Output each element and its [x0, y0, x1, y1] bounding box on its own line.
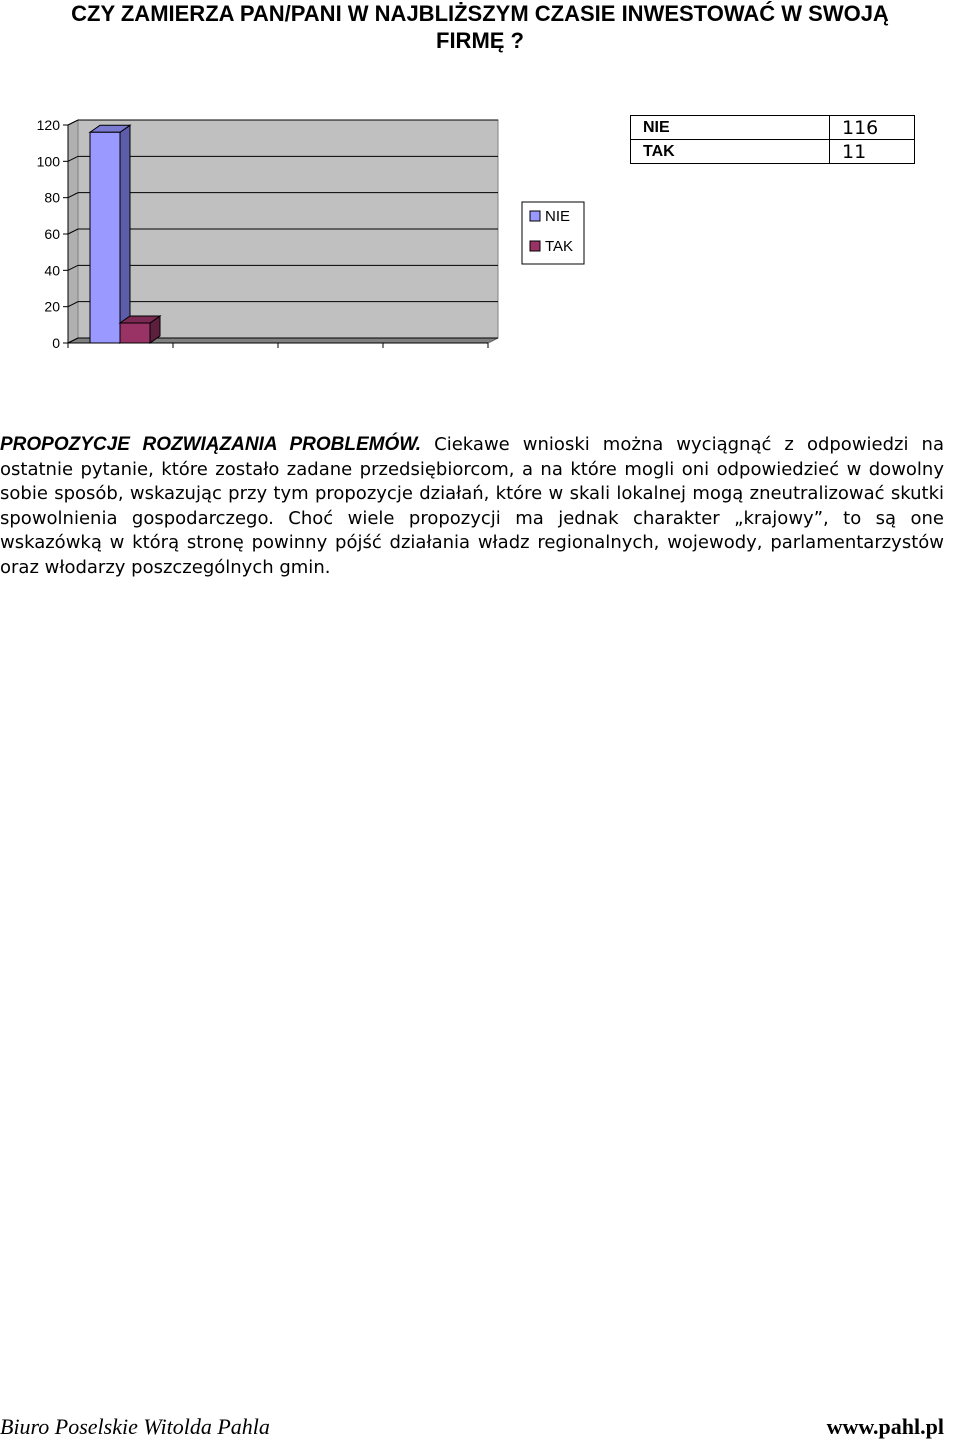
y-tick-label: 120: [36, 117, 60, 133]
data-table: [630, 115, 915, 164]
table-value: 116: [830, 116, 915, 140]
table-row: [631, 116, 915, 140]
legend-swatch: [530, 211, 540, 221]
y-tick-label: 100: [36, 153, 60, 170]
table-row: [631, 140, 915, 164]
legend-swatch: [530, 241, 540, 251]
footer-website-link[interactable]: www.pahl.pl: [826, 1414, 944, 1439]
table-value: 11: [830, 140, 915, 164]
title-line-1: CZY ZAMIERZA PAN/PANI W NAJBLIŻSZYM CZASIE INWESTOWAĆ W SWOJĄ: [71, 1, 889, 26]
page-title: [0, 0, 960, 54]
legend: [522, 202, 584, 264]
legend-label: NIE: [545, 208, 571, 225]
body-paragraph: Ciekawe wnioski można wyciągnąć z odpowiedzi na ostatnie pytanie, które zostało zadane przedsiębiorcom, a na które mogli oni odpowiedzieć w dowolny sobie sposób, wskazując przy tym propozycje działań, które w skali lokalnej mogą zneutralizować skutki spowolnienia gospodarczego. Choć wiele propozycji ma jednak charakter „krajowy”, to są one wskazówką w którą stronę powinny pójść działania władz regionalnych, wojewody, parlamentarzystów oraz włodarzy poszczególnych gmin.: [0, 434, 944, 578]
y-tick-label: 60: [44, 226, 60, 242]
body-text: [0, 433, 944, 580]
title-line-2: FIRMĘ ?: [436, 28, 524, 53]
bar-front: [90, 132, 120, 343]
table-label: NIE: [631, 116, 830, 140]
bar-nie: [90, 125, 130, 343]
y-tick-label: 40: [44, 262, 60, 279]
bar-tak: [120, 316, 160, 343]
bar-front: [120, 323, 150, 343]
bar-side: [120, 125, 130, 343]
bar-chart: [0, 100, 600, 360]
legend-label: TAK: [545, 238, 574, 255]
y-tick-label: 20: [44, 298, 60, 315]
plot-area: [68, 120, 498, 343]
table-label: TAK: [631, 140, 830, 164]
y-tick-label: 80: [44, 189, 60, 206]
footer-office-name: Biuro Poselskie Witolda Pahla: [0, 1414, 270, 1439]
section-heading: PROPOZYCJE ROZWIĄZANIA PROBLEMÓW.: [0, 434, 422, 455]
y-tick-label: 0: [52, 335, 60, 351]
